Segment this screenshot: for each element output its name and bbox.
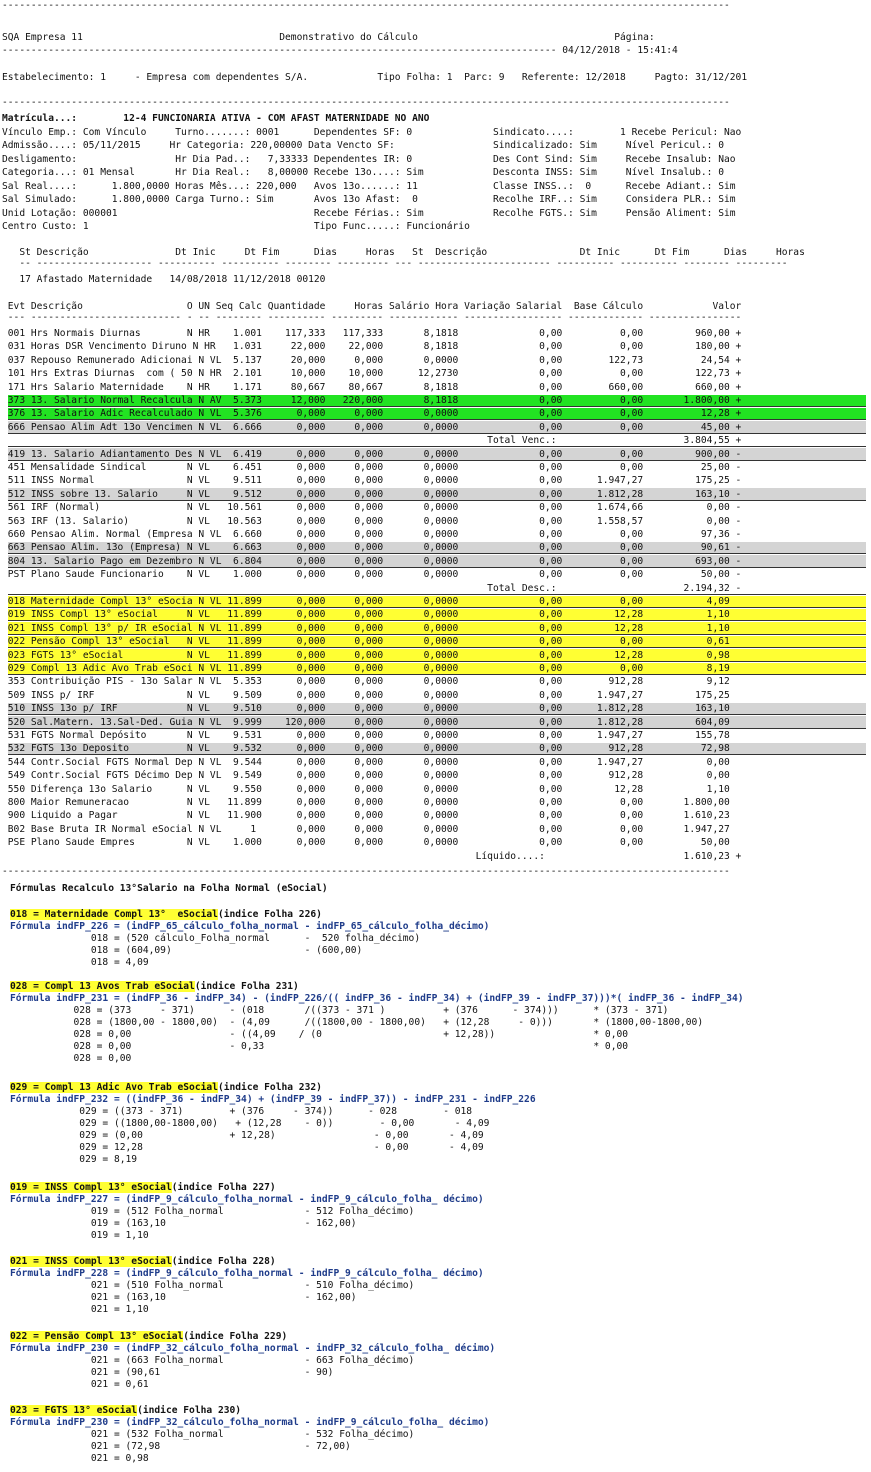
formula-step: 021 = (72,98 - 72,00) — [10, 1441, 351, 1452]
employee-field-line: Sal Real....: 1.800,0000 Horas Mês...: 220,000 Avos 13o......: 11 Classe INSS..: 0 Recebe Adiant.: Sim — [2, 180, 736, 192]
formula-step: 029 = ((1800,00-1800,00) + (12,28 - 0)) - 0,00 - 4,09 — [10, 1118, 490, 1129]
formula-expression: Fórmula indFP_230 = (indFP_32_cálculo_folha_normal - indFP_9_cálculo_folha_ décimo) — [10, 1417, 490, 1428]
formula-step: 018 = (520 cálculo_Folha_normal - 520 folha_décimo) — [10, 933, 421, 944]
formula-step: 021 = 0,61 — [10, 1379, 149, 1390]
event-row: 509 INSS p/ IRF N VL 9.509 0,000 0,000 0,0000 0,00 1.947,27 175,25 — [2, 689, 730, 701]
formula-index-note: (indice Folha 232) — [217, 1082, 322, 1093]
formula-step: 021 = 1,10 — [10, 1304, 149, 1315]
events-header: Evt Descrição O UN Seq Calc Quantidade Horas Salário Hora Variação Salarial Base Cálculo Valor — [2, 301, 742, 312]
employee-field-line: Vínculo Emp.: Com Vínculo Turno.......: 0001 Dependentes SF: 0 Sindicato....: 1 Recebe Pericul: Nao — [2, 126, 742, 138]
leave-row: 17 Afastado Maternidade 14/08/2018 11/12/2018 00120 — [2, 274, 326, 285]
employee-field-line: Centro Custo: 1 Tipo Func.....: Funcionário — [2, 221, 470, 232]
event-row: 550 Diferença 13o Salario N VL 9.550 0,000 0,000 0,0000 0,00 12,28 1,10 — [2, 783, 730, 795]
event-row: 023 FGTS 13° eSocial N VL 11.899 0,000 0,000 0,0000 0,00 12,28 0,98 — [2, 649, 730, 661]
employee-field-line: Categoria...: 01 Mensal Hr Dia Real.: 8,00000 Recebe 13o....: Sim Desconta INSS: Sim Nível Insalub.: 0 — [2, 167, 724, 178]
formula-step: 029 = 8,19 — [10, 1154, 138, 1165]
formula-step: 018 = (604,09) - (600,00) — [10, 945, 363, 956]
event-row: 510 INSS 13o p/ IRF N VL 9.510 0,000 0,000 0,0000 0,00 1.812,28 163,10 — [2, 703, 730, 715]
formula-expression: Fórmula indFP_232 = ((indFP_36 - indFP_34) + (indFP_39 - indFP_37)) - indFP_231 - indFP_226 — [10, 1094, 536, 1105]
event-row: 800 Maior Remuneracao N VL 11.899 0,000 0,000 0,0000 0,00 0,00 1.800,00 — [2, 797, 730, 808]
event-row: 031 Horas DSR Vencimento Diruno N HR 1.031 22,000 22,000 8,1818 0,00 0,00 180,00 + — [2, 341, 742, 353]
formula-index-note: (indice Folha 230) — [137, 1405, 242, 1416]
formula-step: 019 = (512 Folha_normal - 512 Folha_décimo) — [10, 1206, 415, 1217]
event-row: B02 Base Bruta IR Normal eSocial N VL 1 0,000 0,000 0,0000 0,00 0,00 1.947,27 — [2, 823, 730, 835]
event-row: 022 Pensão Compl 13° eSocial N VL 11.899 0,000 0,000 0,0000 0,00 0,00 0,61 — [2, 636, 730, 648]
formula-step: 028 = 0,00 - 0,33 * 0,00 — [10, 1041, 629, 1052]
rule: ------------------------------------------------------------------------------------------------------------------------------ — [2, 97, 730, 108]
formula-step: 019 = 1,10 — [10, 1230, 149, 1241]
event-row: 531 FGTS Normal Depósito N VL 9.531 0,000 0,000 0,0000 0,00 1.947,27 155,78 — [2, 730, 730, 741]
formula-event-title: 029 = Compl 13 Adic Avo Trab eSocial — [10, 1082, 218, 1093]
events-header-rule: --- -------------------------- - -- -------- ---------- --------- ------------ ----------------- ------------- ---------------- — [2, 312, 742, 323]
formula-step: 028 = (1800,00 - 1800,00) - (4,09 /((1800,00 - 1800,00) + (12,28 - 0))) * (1800,00-1800,00) — [10, 1017, 704, 1028]
event-row: 900 Liquido a Pagar N VL 11.900 0,000 0,000 0,0000 0,00 0,00 1.610,23 — [2, 810, 730, 822]
employee-field-line: Admissão....: 05/11/2015 Hr Categoria: 220,00000 Data Vencto SF: Sindicalizado: Sim Nível Pericul.: 0 — [2, 140, 724, 151]
leave-header: St Descrição Dt Inic Dt Fim Dias Horas St Descrição Dt Inic Dt Fim Dias Horas — [2, 247, 805, 258]
formula-step: 028 = (373 - 371) - (018 /((373 - 371 ) + (376 - 374))) * (373 - 371) — [10, 1005, 669, 1016]
formula-event-title: 022 = Pensão Compl 13° eSocial — [10, 1331, 184, 1342]
event-row: PSE Plano Saude Empres N VL 1.000 0,000 0,000 0,0000 0,00 0,00 50,00 — [2, 837, 730, 849]
formula-expression: Fórmula indFP_231 = (indFP_36 - indFP_34) - (indFP_226/(( indFP_36 - indFP_34) + (indFP_39 - indFP_37)))*( indFP_36 - indFP_34) — [10, 993, 744, 1004]
formula-index-note: (indice Folha 226) — [217, 909, 322, 920]
event-row: 376 13. Salario Adic Recalculado N VL 5.376 0,000 0,000 0,0000 0,00 0,00 12,28 + — [2, 408, 742, 420]
event-row: 001 Hrs Normais Diurnas N HR 1.001 117,333 117,333 8,1818 0,00 0,00 960,00 + — [2, 328, 742, 339]
formula-index-note: (indice Folha 227) — [171, 1182, 276, 1193]
event-row: 511 INSS Normal N VL 9.511 0,000 0,000 0,0000 0,00 1.947,27 175,25 - — [2, 475, 742, 487]
event-row: 563 IRF (13. Salario) N VL 10.563 0,000 0,000 0,0000 0,00 1.558,57 0,00 - — [2, 515, 742, 527]
event-row: 018 Maternidade Compl 13° eSocia N VL 11.899 0,000 0,000 0,0000 0,00 0,00 4,09 — [2, 596, 730, 607]
event-row: 666 Pensao Alim Adt 13o Vencimen N VL 6.666 0,000 0,000 0,0000 0,00 0,00 45,00 + — [2, 421, 742, 433]
formula-expression: Fórmula indFP_226 = (indFP_65_cálculo_folha_normal - indFP_65_cálculo_folha_décimo) — [10, 921, 490, 932]
total-row: Total Venc.: 3.804,55 + — [2, 435, 742, 447]
formula-step: 018 = 4,09 — [10, 957, 149, 968]
event-row: 171 Hrs Salario Maternidade N HR 1.171 80,667 80,667 8,1818 0,00 660,00 660,00 + — [2, 381, 742, 393]
formula-event-title: 021 = INSS Compl 13° eSocial — [10, 1256, 172, 1267]
formula-step: 029 = (0,00 + 12,28) - 0,00 - 4,09 — [10, 1130, 484, 1141]
employee-field-line: Unid Lotação: 000001 Recebe Férias.: Sim Recolhe FGTS.: Sim Pensão Aliment: Sim — [2, 207, 736, 219]
formulas-title: Fórmulas Recalculo 13°Salario na Folha Normal (eSocial) — [10, 883, 328, 894]
formula-step: 021 = (163,10 - 162,00) — [10, 1292, 357, 1303]
event-row: 544 Contr.Social FGTS Normal Dep N VL 9.544 0,000 0,000 0,0000 0,00 1.947,27 0,00 — [2, 756, 730, 768]
employee-field-line: Desligamento: Hr Dia Pad..: 7,33333 Dependentes IR: 0 Des Cont Sind: Sim Recebe Insalub: Nao — [2, 153, 736, 165]
formula-expression: Fórmula indFP_230 = (indFP_32_cálculo_folha_normal - indFP_32_cálculo_folha_ décimo) — [10, 1343, 496, 1354]
event-row: 451 Mensalidade Sindical N VL 6.451 0,000 0,000 0,0000 0,00 0,00 25,00 - — [2, 462, 742, 473]
event-row: Líquido....: 1.610,23 + — [2, 850, 742, 862]
formula-step: 019 = (163,10 - 162,00) — [10, 1218, 357, 1229]
formula-step: 029 = ((373 - 371) + (376 - 374)) - 028 - 018 — [10, 1106, 473, 1117]
event-row: 520 Sal.Matern. 13.Sal-Ded. Guia N VL 9.999 120,000 0,000 0,0000 0,00 1.812,28 604,09 — [2, 716, 730, 728]
employee-field-line: Matrícula...: 12-4 FUNCIONARIA ATIVA - COM AFAST MATERNIDADE NO ANO — [2, 113, 430, 124]
event-row: 512 INSS sobre 13. Salario N VL 9.512 0,000 0,000 0,0000 0,00 1.812,28 163,10 - — [2, 488, 742, 500]
total-row: Total Desc.: 2.194,32 - — [2, 582, 742, 594]
formula-index-note: (indice Folha 228) — [171, 1256, 276, 1267]
event-row: 101 Hrs Extras Diurnas com ( 50 N HR 2.101 10,000 10,000 12,2730 0,00 0,00 122,73 + — [2, 368, 742, 380]
formula-index-note: (indice Folha 231) — [194, 981, 299, 992]
event-row: 373 13. Salario Normal Recalcula N AV 5.373 12,000 220,000 8,1818 0,00 0,00 1.800,00 + — [2, 395, 742, 406]
event-row: 804 13. Salario Pago em Dezembro N VL 6.804 0,000 0,000 0,0000 0,00 0,00 693,00 - — [2, 555, 742, 567]
event-row: 419 13. Salario Adiantamento Des N VL 6.419 0,000 0,000 0,0000 0,00 0,00 900,00 - — [2, 448, 742, 460]
formula-step: 021 = (663 Folha_normal - 663 Folha_décimo) — [10, 1355, 415, 1366]
rule: ------------------------------------------------------------------------------------------------------------------------------ — [2, 866, 730, 877]
top-rule: ------------------------------------------------------------------------------------------------------------------------------ — [2, 0, 730, 11]
formula-step: 021 = (532 Folha_normal - 532 Folha_décimo) — [10, 1429, 415, 1440]
date-line: ------------------------------------------------------------------------------------------------ 04/12/2018 - 15:41:4 — [2, 45, 678, 56]
event-row: 353 Contribuição PIS - 13o Salar N VL 5.353 0,000 0,000 0,0000 0,00 912,28 9,12 — [2, 676, 730, 688]
report-title-line: SQA Empresa 11 Demonstrativo do Cálculo Página: — [2, 32, 655, 43]
formula-expression: Fórmula indFP_227 = (indFP_9_cálculo_folha_normal - indFP_9_cálculo_folha_ décimo) — [10, 1194, 484, 1205]
formula-index-note: (indice Folha 229) — [183, 1331, 288, 1342]
event-row: 549 Contr.Social FGTS Décimo Dep N VL 9.549 0,000 0,000 0,0000 0,00 912,28 0,00 — [2, 770, 730, 782]
formula-step: 021 = (90,61 - 90) — [10, 1367, 334, 1378]
event-row: 029 Compl 13 Adic Avo Trab eSoci N VL 11.899 0,000 0,000 0,0000 0,00 0,00 8,19 — [2, 663, 730, 674]
event-row: 663 Pensao Alim. 13o (Empresa) N VL 6.663 0,000 0,000 0,0000 0,00 0,00 90,61 - — [2, 542, 742, 554]
formula-step: 021 = 0,98 — [10, 1453, 149, 1464]
event-row: PST Plano Saude Funcionario N VL 1.000 0,000 0,000 0,0000 0,00 0,00 50,00 - — [2, 569, 742, 581]
event-row: 019 INSS Compl 13° eSocial N VL 11.899 0,000 0,000 0,0000 0,00 12,28 1,10 — [2, 609, 730, 621]
formula-expression: Fórmula indFP_228 = (indFP_9_cálculo_folha_normal - indFP_9_cálculo_folha_ décimo) — [10, 1268, 484, 1279]
establishment-line: Estabelecimento: 1 - Empresa com dependentes S/A. Tipo Folha: 1 Parc: 9 Referente: 12/2018 Pagto: 31/12/201 — [2, 72, 748, 83]
formula-event-title: 023 = FGTS 13° eSocial — [10, 1405, 138, 1416]
formula-step: 029 = 12,28 - 0,00 - 4,09 — [10, 1142, 484, 1153]
formula-step: 028 = 0,00 - ((4,09 / (0 + 12,28)) * 0,00 — [10, 1029, 629, 1040]
event-row: 021 INSS Compl 13° p/ IR eSocial N VL 11.899 0,000 0,000 0,0000 0,00 12,28 1,10 — [2, 622, 730, 634]
event-row: 561 IRF (Normal) N VL 10.561 0,000 0,000 0,0000 0,00 1.674,66 0,00 - — [2, 502, 742, 514]
formula-event-title: 019 = INSS Compl 13° eSocial — [10, 1182, 172, 1193]
leave-header-rule: -- -------------------- ---------- ---------- -------- --------- --- ----------------------- ---------- ---------- -------- --------- — [2, 258, 788, 269]
formula-step: 021 = (510 Folha_normal - 510 Folha_décimo) — [10, 1280, 415, 1291]
employee-field-line: Sal Simulado: 1.800,0000 Carga Turno.: Sim Avos 13o Afast: 0 Recolhe IRF..: Sim Considera PLR.: Sim — [2, 194, 736, 205]
event-row: 532 FGTS 13o Deposito N VL 9.532 0,000 0,000 0,0000 0,00 912,28 72,98 — [2, 743, 730, 755]
formula-step: 028 = 0,00 — [10, 1053, 132, 1064]
formula-event-title: 028 = Compl 13 Avos Trab eSocial — [10, 981, 195, 992]
event-row: 660 Pensao Alim. Normal (Empresa N VL 6.660 0,000 0,000 0,0000 0,00 0,00 97,36 - — [2, 529, 742, 540]
formula-event-title: 018 = Maternidade Compl 13° eSocial — [10, 909, 218, 920]
event-row: 037 Repouso Remunerado Adicionai N VL 5.137 20,000 0,000 0,0000 0,00 122,73 24,54 + — [2, 354, 742, 366]
